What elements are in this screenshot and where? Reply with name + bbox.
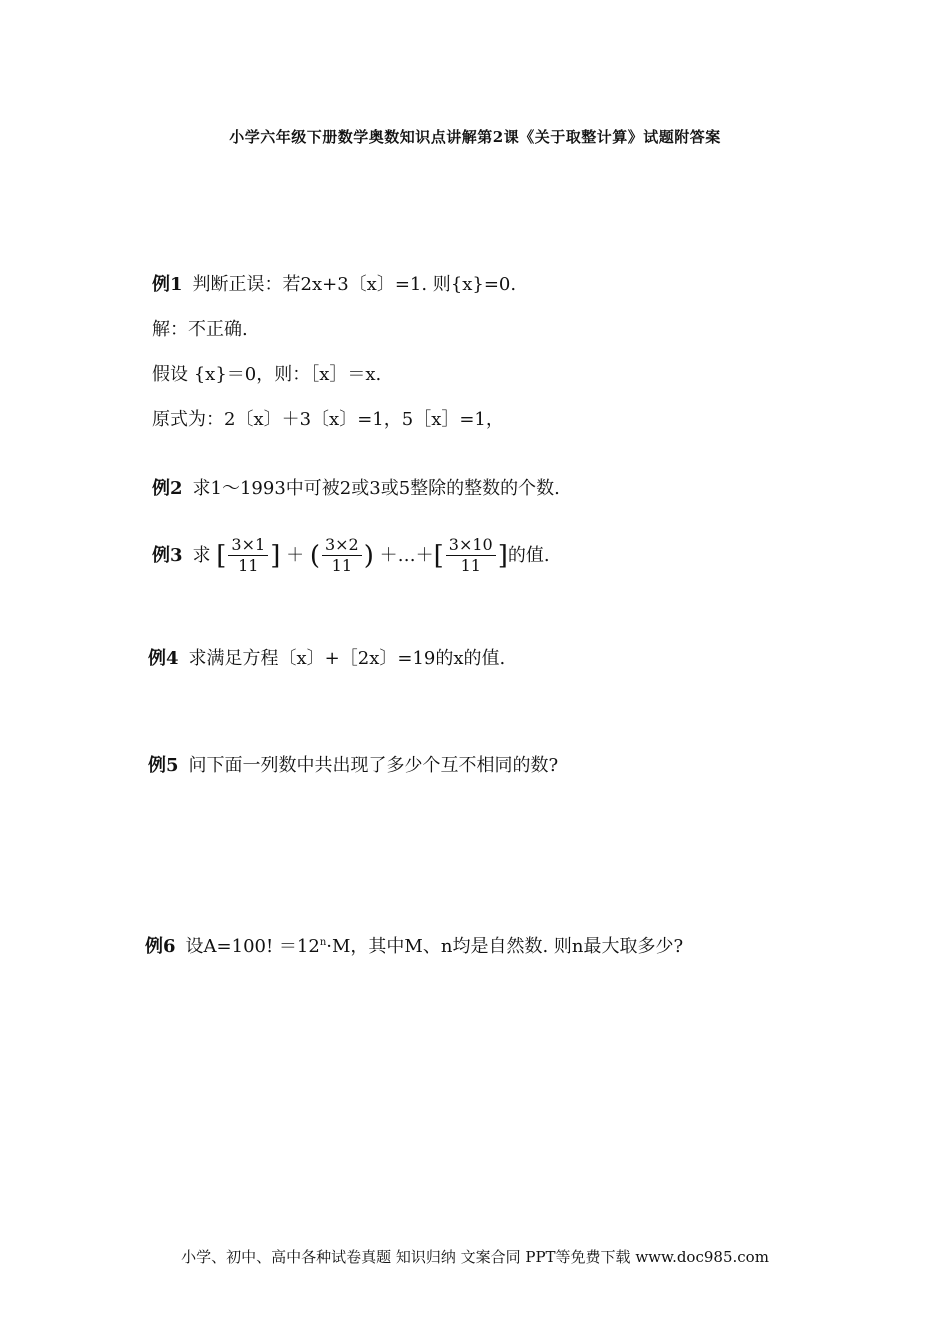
- example-3: [152, 536, 550, 576]
- example-6-label: 例6: [145, 936, 176, 957]
- example-1-solution-line-1: 解：不正确.: [152, 319, 248, 340]
- example-2: [152, 474, 560, 500]
- example-1-solution-line-2: 假设 {x}＝0，则：［x］＝x.: [152, 364, 382, 385]
- fraction-2-denominator: 11: [331, 556, 353, 576]
- example-2-label: 例2: [152, 478, 183, 499]
- fraction-1: [228, 536, 268, 576]
- bracket-open-1: [: [216, 540, 227, 571]
- example-4-text: 求满足方程〔x〕+［2x〕=19的x的值.: [188, 648, 506, 669]
- example-5: [148, 751, 558, 777]
- fraction-3-denominator: 11: [460, 556, 481, 576]
- example-5-text: 问下面一列数中共出现了多少个互不相同的数?: [188, 755, 559, 776]
- example-1: [152, 270, 516, 296]
- fraction-1-numerator: 3×1: [228, 536, 268, 556]
- example-3-prefix: 求: [192, 544, 211, 566]
- bracket-close-1: ]: [270, 540, 281, 571]
- ellipsis-sum: ＋…＋: [379, 544, 434, 566]
- example-4-label: 例4: [148, 648, 179, 669]
- example-1-label: 例1: [152, 274, 183, 295]
- example-6-text-after: ·M，其中M、n均是自然数. 则n最大取多少?: [326, 936, 684, 957]
- example-3-suffix: 的值.: [507, 544, 550, 566]
- bracket-open-3: [: [433, 540, 444, 571]
- example-2-text: 求1～1993中可被2或3或5整除的整数的个数.: [192, 478, 560, 499]
- example-6: [145, 932, 683, 958]
- example-4: [148, 644, 505, 670]
- fraction-2-numerator: 3×2: [322, 536, 362, 556]
- fraction-1-denominator: 11: [238, 556, 259, 576]
- page-title: 小学六年级下册数学奥数知识点讲解第2课《关于取整计算》试题附答案: [229, 128, 721, 146]
- bracket-open-2: (: [309, 540, 320, 571]
- bracket-close-2: ): [363, 540, 374, 571]
- fraction-3: [446, 536, 496, 576]
- bracket-close-3: ]: [497, 540, 508, 571]
- example-1-text: 判断正误：若2x+3〔x〕=1. 则{x}=0.: [192, 274, 517, 295]
- example-3-label: 例3: [152, 544, 183, 566]
- example-6-exponent: n: [319, 937, 327, 948]
- plus-sign: ＋: [286, 544, 305, 566]
- example-5-label: 例5: [148, 755, 179, 776]
- fraction-3-numerator: 3×10: [446, 536, 496, 556]
- fraction-2: [322, 536, 362, 576]
- example-6-text-before: 设A=100! ＝12: [185, 936, 320, 957]
- page-footer: 小学、初中、高中各种试卷真题 知识归纳 文案合同 PPT等免费下载 www.doc985.com: [181, 1248, 769, 1266]
- example-1-solution-line-3: 原式为：2〔x〕＋3〔x〕=1，5［x］=1，: [152, 409, 504, 430]
